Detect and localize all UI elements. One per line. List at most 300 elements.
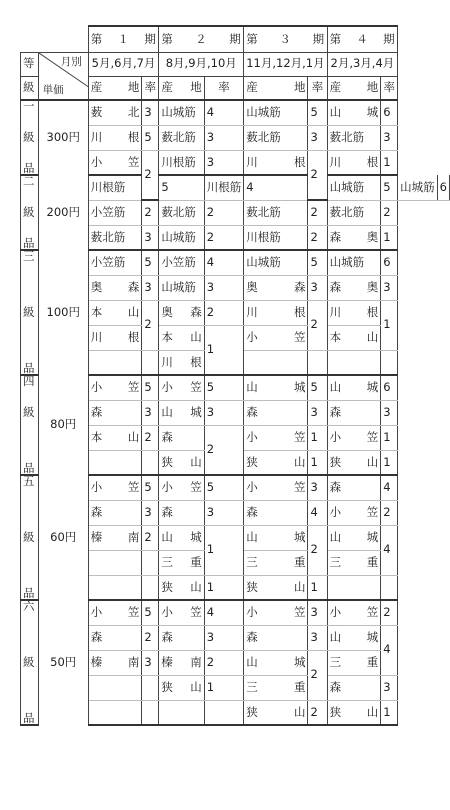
production-area-text: 山 城	[161, 404, 202, 419]
unit-price: 80円	[38, 375, 88, 475]
share-rate: 3	[204, 625, 244, 650]
production-area-empty	[88, 575, 142, 600]
production-area-empty	[88, 675, 142, 700]
production-area	[244, 600, 308, 625]
production-area-text: 三 重	[161, 554, 202, 569]
production-area-text: 小 笠	[246, 329, 306, 344]
production-area: 山城筋	[159, 100, 204, 125]
grade-char: 品	[21, 150, 39, 175]
production-area: 川根筋	[204, 175, 244, 200]
share-rate: 5	[142, 600, 159, 625]
production-area	[159, 300, 204, 325]
period-header-text: 第 １ 期	[90, 31, 157, 46]
production-area-text: 榛 南	[90, 529, 140, 544]
share-rate: 1	[381, 300, 398, 350]
production-area	[159, 350, 204, 375]
production-area	[159, 475, 204, 500]
production-area-text: 本 山	[90, 429, 140, 444]
production-area-text: 小 笠	[90, 380, 140, 394]
month-range: 2月,3月,4月	[327, 52, 398, 76]
production-area-text: 奥 森	[90, 279, 140, 294]
grade-char: 級	[21, 125, 39, 150]
share-rate: 4	[381, 475, 398, 500]
production-area	[244, 300, 308, 325]
production-area-text: 三 重	[246, 679, 306, 694]
production-area	[159, 525, 204, 550]
share-rate: 2	[204, 225, 244, 250]
share-rate: 3	[204, 500, 244, 525]
share-rate: 3	[142, 500, 159, 525]
share-rate: 2	[142, 150, 159, 200]
area-header-text: 産 地	[90, 80, 140, 94]
production-area-text: 川 根	[329, 304, 379, 319]
grade-char: 五	[21, 475, 39, 500]
production-area	[327, 600, 381, 625]
production-area-text: 山 城	[246, 654, 306, 669]
production-area	[88, 600, 142, 625]
production-area-text: 小 笠	[246, 480, 306, 494]
grade-char: 品	[21, 450, 39, 475]
share-rate: 1	[381, 700, 398, 725]
production-area-text: 森 奥	[329, 229, 379, 244]
production-area	[327, 325, 381, 350]
period-header-text: 第 ３ 期	[246, 31, 325, 46]
production-area	[159, 675, 204, 700]
production-area-text: 小 笠	[161, 380, 202, 394]
production-area: 森	[327, 475, 381, 500]
production-area	[327, 100, 381, 125]
production-area-text: 本 山	[329, 329, 379, 344]
share-rate: 2	[308, 225, 327, 250]
production-area	[88, 425, 142, 450]
grade-char: 品	[21, 225, 39, 250]
production-area-text: 川 根	[246, 304, 306, 319]
production-area	[159, 650, 204, 675]
grade-char: 三	[21, 250, 39, 275]
month-range: 5月,6月,7月	[88, 52, 159, 76]
share-rate: 5	[308, 250, 327, 275]
period-header	[244, 26, 327, 52]
share-rate: 4	[204, 250, 244, 275]
production-area-text: 榛 南	[90, 654, 140, 669]
share-rate: 3	[308, 400, 327, 425]
price-grade-table	[20, 25, 450, 726]
grade-char: 一	[21, 100, 39, 125]
grade-char: 品	[21, 575, 39, 600]
share-rate: 2	[308, 300, 327, 350]
production-area-empty	[88, 550, 142, 575]
production-area: 山城筋	[327, 250, 381, 275]
production-area: 川根筋	[244, 225, 308, 250]
production-area-text: 山 城	[329, 105, 379, 119]
production-area-empty	[88, 700, 142, 725]
production-area: 森	[327, 675, 381, 700]
share-rate: 1	[308, 450, 327, 475]
period-header-text: 第 ４ 期	[329, 31, 396, 46]
month-unit-diagonal	[38, 52, 88, 100]
share-rate: 3	[308, 475, 327, 500]
production-area-empty	[327, 350, 381, 375]
share-rate: 5	[142, 125, 159, 150]
share-rate-empty	[142, 550, 159, 575]
production-area-empty	[88, 450, 142, 475]
production-area-text: 三 重	[329, 554, 379, 569]
share-rate: 2	[308, 150, 327, 200]
share-rate: 2	[381, 600, 398, 625]
share-rate: 2	[308, 700, 327, 725]
share-rate: 1	[381, 425, 398, 450]
production-area: 森	[244, 500, 308, 525]
grade-char: 級	[21, 300, 39, 325]
production-area	[88, 650, 142, 675]
production-area: 山城筋	[159, 275, 204, 300]
share-rate: 1	[204, 675, 244, 700]
production-area: 森	[159, 625, 204, 650]
unit-label: 単価	[42, 83, 64, 96]
rate-header: 率	[204, 76, 244, 100]
grade-char: 級	[21, 400, 39, 425]
share-rate: 3	[381, 400, 398, 425]
production-area-text: 薮 北	[90, 105, 140, 119]
share-rate: 1	[204, 325, 244, 375]
production-area-text: 小 笠	[329, 605, 379, 619]
production-area-text: 狭 山	[246, 454, 306, 469]
share-rate: 3	[381, 125, 398, 150]
share-rate: 3	[142, 400, 159, 425]
production-area	[88, 375, 142, 400]
production-area: 川根筋	[159, 150, 204, 175]
production-area	[327, 425, 381, 450]
area-header-text: 産 地	[329, 80, 379, 94]
production-area	[327, 550, 381, 575]
production-area-text: 奥 森	[161, 304, 202, 319]
share-rate: 2	[308, 650, 327, 700]
production-area-text: 小 笠	[329, 504, 379, 519]
production-area	[244, 375, 308, 400]
production-area-text: 川 根	[90, 129, 140, 144]
period-header	[159, 26, 244, 52]
grade-char-blank	[21, 325, 39, 350]
share-rate: 5	[204, 375, 244, 400]
production-area	[159, 550, 204, 575]
production-area	[244, 275, 308, 300]
share-rate-empty	[142, 450, 159, 475]
production-area-text: 狭 山	[329, 704, 379, 719]
production-area-text: 小 笠	[90, 605, 140, 619]
production-area-text: 山 城	[329, 380, 379, 394]
share-rate: 1	[381, 150, 398, 175]
production-area-text: 狭 山	[161, 454, 202, 469]
production-area: 森	[88, 625, 142, 650]
grade-char: 級	[21, 200, 39, 225]
month-range: 11月,12月,1月	[244, 52, 327, 76]
production-area: 山城筋	[244, 250, 308, 275]
share-rate: 1	[381, 450, 398, 475]
share-rate: 3	[381, 675, 398, 700]
rate-header: 率	[381, 76, 398, 100]
share-rate-empty	[142, 575, 159, 600]
grade-char-blank	[21, 625, 39, 650]
production-area	[327, 500, 381, 525]
grade-label: 等	[21, 52, 39, 76]
production-area-text: 小 笠	[246, 429, 306, 444]
production-area	[88, 150, 142, 175]
share-rate: 3	[381, 275, 398, 300]
production-area	[244, 425, 308, 450]
production-area-text: 小 笠	[161, 605, 202, 619]
production-area-text: 小 笠	[329, 429, 379, 444]
share-rate: 2	[308, 200, 327, 225]
share-rate-empty	[308, 350, 327, 375]
period-header	[88, 26, 159, 52]
production-area: 薮北筋	[88, 225, 142, 250]
production-area-text: 本 山	[90, 304, 140, 319]
corner-blank	[21, 26, 89, 52]
share-rate: 5	[308, 375, 327, 400]
area-header-text: 産 地	[161, 80, 202, 94]
production-area	[327, 275, 381, 300]
production-area: 森	[159, 425, 204, 450]
share-rate: 2	[204, 300, 244, 325]
share-rate: 3	[204, 275, 244, 300]
production-area-text: 川 根	[90, 329, 140, 344]
production-area	[244, 475, 308, 500]
production-area-text: 山 城	[161, 529, 202, 544]
grade-char: 品	[21, 350, 39, 375]
production-area: 小笠筋	[88, 200, 142, 225]
area-header-text: 産 地	[246, 80, 306, 94]
share-rate: 6	[381, 250, 398, 275]
production-area	[327, 625, 381, 650]
production-area	[159, 575, 204, 600]
production-area	[327, 300, 381, 325]
production-area-text: 狭 山	[161, 679, 202, 694]
production-area-text: 川 根	[161, 354, 202, 369]
share-rate: 4	[204, 100, 244, 125]
month-label: 月別	[60, 55, 82, 68]
share-rate: 2	[142, 625, 159, 650]
production-area-empty	[327, 575, 381, 600]
production-area	[327, 700, 381, 725]
production-area	[159, 600, 204, 625]
production-area: 森	[327, 400, 381, 425]
production-area: 薮北筋	[244, 200, 308, 225]
share-rate: 1	[204, 525, 244, 575]
production-area	[327, 525, 381, 550]
area-header	[159, 76, 204, 100]
grade-char: 級	[21, 525, 39, 550]
share-rate: 2	[142, 200, 159, 225]
grade-char: 六	[21, 600, 39, 625]
production-area-text: 森 奥	[329, 279, 379, 294]
production-area: 森	[159, 500, 204, 525]
production-area	[88, 475, 142, 500]
production-area-text: 小 笠	[246, 605, 306, 619]
share-rate: 6	[381, 375, 398, 400]
production-area	[244, 325, 308, 350]
share-rate: 1	[204, 575, 244, 600]
period-header-text: 第 ２ 期	[161, 31, 242, 46]
production-area-empty	[244, 350, 308, 375]
production-area	[327, 225, 381, 250]
production-area: 薮北筋	[327, 200, 381, 225]
share-rate: 3	[142, 225, 159, 250]
production-area-text: 本 山	[161, 329, 202, 344]
production-area-text: 山 城	[329, 629, 379, 644]
grade-char-blank	[21, 500, 39, 525]
share-rate-empty	[381, 575, 398, 600]
share-rate: 1	[308, 575, 327, 600]
grade-char: 品	[21, 700, 39, 725]
share-rate: 3	[204, 400, 244, 425]
production-area	[327, 375, 381, 400]
share-rate: 2	[381, 500, 398, 525]
production-area: 薮北筋	[159, 200, 204, 225]
unit-price: 200円	[38, 175, 88, 250]
area-header	[88, 76, 142, 100]
unit-price: 300円	[38, 100, 88, 175]
rate-header: 率	[308, 76, 327, 100]
production-area	[244, 675, 308, 700]
share-rate: 1	[381, 225, 398, 250]
production-area: 薮北筋	[327, 125, 381, 150]
share-rate-empty	[142, 675, 159, 700]
production-area: 山城筋	[398, 175, 438, 200]
share-rate: 5	[142, 475, 159, 500]
share-rate: 4	[244, 175, 308, 200]
unit-price: 50円	[38, 600, 88, 725]
share-rate: 3	[308, 625, 327, 650]
production-area-empty	[88, 350, 142, 375]
level-label: 級	[21, 76, 39, 100]
share-rate: 3	[308, 125, 327, 150]
production-area: 山城筋	[244, 100, 308, 125]
production-area	[88, 125, 142, 150]
share-rate: 5	[142, 375, 159, 400]
share-rate: 2	[142, 300, 159, 350]
production-area	[159, 325, 204, 350]
production-area-text: 小 笠	[90, 480, 140, 494]
production-area: 薮北筋	[159, 125, 204, 150]
production-area	[88, 300, 142, 325]
share-rate-empty	[204, 700, 244, 725]
production-area	[159, 400, 204, 425]
production-area: 森	[88, 400, 142, 425]
production-area-text: 三 重	[329, 654, 379, 669]
production-area-text: 小 笠	[90, 154, 140, 169]
share-rate-empty	[142, 350, 159, 375]
share-rate: 3	[204, 150, 244, 175]
share-rate: 2	[204, 650, 244, 675]
grade-char-blank	[21, 550, 39, 575]
share-rate-empty	[142, 700, 159, 725]
production-area-empty	[159, 700, 204, 725]
share-rate: 4	[381, 625, 398, 675]
share-rate: 4	[204, 600, 244, 625]
share-rate-empty	[381, 350, 398, 375]
production-area	[244, 525, 308, 550]
share-rate: 2	[308, 525, 327, 575]
production-area-text: 狭 山	[246, 704, 306, 719]
share-rate: 6	[437, 175, 449, 200]
production-area: 森	[88, 500, 142, 525]
area-header	[244, 76, 308, 100]
period-header	[327, 26, 398, 52]
production-area-text: 小 笠	[161, 480, 202, 494]
production-area: 小笠筋	[88, 250, 142, 275]
production-area: 森	[244, 400, 308, 425]
production-area	[159, 375, 204, 400]
production-area-text: 川 根	[329, 154, 379, 169]
grade-char: 級	[21, 650, 39, 675]
share-rate: 3	[308, 600, 327, 625]
production-area: 森	[244, 625, 308, 650]
production-area	[88, 100, 142, 125]
grade-char: 二	[21, 175, 39, 200]
share-rate: 3	[204, 125, 244, 150]
area-header	[327, 76, 381, 100]
production-area-text: 川 根	[246, 154, 306, 169]
production-area: 小笠筋	[159, 250, 204, 275]
month-range: 8月,9月,10月	[159, 52, 244, 76]
production-area	[88, 275, 142, 300]
production-area	[244, 150, 308, 175]
production-area-text: 山 城	[246, 529, 306, 544]
share-rate: 2	[204, 425, 244, 475]
share-rate: 2	[381, 200, 398, 225]
production-area-text: 三 重	[246, 554, 306, 569]
production-area: 山城筋	[159, 225, 204, 250]
grade-char-blank	[21, 275, 39, 300]
production-area	[244, 575, 308, 600]
production-area	[327, 450, 381, 475]
production-area	[327, 150, 381, 175]
unit-price: 60円	[38, 475, 88, 600]
share-rate: 1	[308, 425, 327, 450]
share-rate: 5	[381, 175, 398, 200]
rate-header: 率	[142, 76, 159, 100]
share-rate: 2	[204, 200, 244, 225]
share-rate: 4	[381, 525, 398, 575]
production-area	[244, 550, 308, 575]
production-area-text: 山 城	[329, 529, 379, 544]
production-area-text: 狭 山	[161, 579, 202, 594]
share-rate: 3	[142, 275, 159, 300]
production-area	[327, 650, 381, 675]
share-rate: 5	[204, 475, 244, 500]
production-area-text: 狭 山	[329, 454, 379, 469]
share-rate: 3	[142, 650, 159, 675]
production-area	[244, 700, 308, 725]
share-rate: 5	[159, 175, 204, 200]
share-rate: 6	[381, 100, 398, 125]
production-area	[244, 650, 308, 675]
unit-price: 100円	[38, 250, 88, 375]
grade-char: 四	[21, 375, 39, 400]
production-area-text: 奥 森	[246, 279, 306, 294]
production-area	[159, 450, 204, 475]
share-rate: 3	[142, 100, 159, 125]
share-rate: 2	[142, 425, 159, 450]
production-area-text: 狭 山	[246, 579, 306, 594]
production-area-text: 山 城	[246, 380, 306, 394]
production-area	[88, 325, 142, 350]
grade-char-blank	[21, 675, 39, 700]
grade-char-blank	[21, 425, 39, 450]
share-rate: 4	[308, 500, 327, 525]
production-area	[244, 450, 308, 475]
share-rate: 5	[142, 250, 159, 275]
